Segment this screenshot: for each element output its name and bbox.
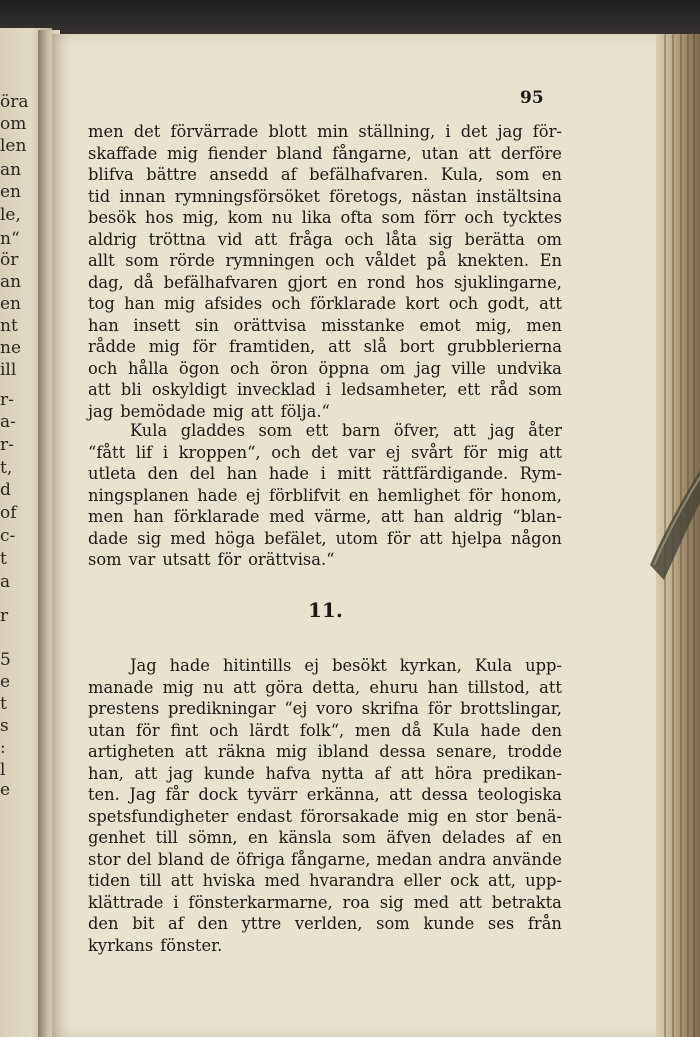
left-page-text-fragment: : bbox=[0, 738, 6, 758]
text-line: Jag hade hitintills ej besökt kyrkan, Kula upp- bbox=[130, 656, 562, 675]
text-line: manade mig nu att göra detta, ehuru han tillstod, att bbox=[88, 677, 562, 697]
text-line: klättrade i fönsterkarmarne, roa sig med att betrakta bbox=[88, 892, 562, 912]
left-page-text-fragment: s bbox=[0, 716, 9, 736]
left-page-text-fragment: r bbox=[0, 606, 9, 626]
left-page-text-fragment: a bbox=[0, 572, 11, 592]
left-page-text-fragment: e bbox=[0, 672, 11, 692]
text-line: stor del bland de öfriga fångarne, medan andra använde bbox=[88, 849, 562, 869]
text-line: utan för fint och lärdt folk“, men då Kula hade den bbox=[88, 720, 562, 740]
text-line: men det förvärrade blott min ställning, i det jag för- bbox=[88, 122, 562, 141]
text-line: tog han mig afsides och förklarade kort och godt, att bbox=[88, 294, 562, 313]
left-page-text-fragment: ne bbox=[0, 338, 22, 358]
bookmark-ribbon bbox=[640, 470, 700, 590]
text-line: dag, då befälhafvaren gjort en rond hos sjuklingarne, bbox=[88, 272, 562, 292]
text-line: rådde mig för framtiden, att slå bort grubblerierna bbox=[88, 337, 562, 356]
text-line: och hålla ögon och öron öppna om jag ville undvika bbox=[88, 358, 562, 378]
left-page-text-fragment: 5 bbox=[0, 650, 11, 670]
text-line: allt som rörde rymningen och våldet på knekten. En bbox=[88, 251, 562, 270]
text-line: men han förklarade med värme, att han aldrig “blan- bbox=[88, 507, 562, 526]
left-page-text-fragment: c- bbox=[0, 526, 16, 546]
text-line: aldrig tröttna vid att fråga och låta sig berätta om bbox=[88, 229, 562, 249]
left-page-text-fragment: r- bbox=[0, 435, 14, 455]
left-page-text-fragment: a- bbox=[0, 412, 16, 432]
text-line: som var utsatt för orättvisa.“ bbox=[88, 550, 335, 569]
left-page-text-fragment: len bbox=[0, 136, 27, 156]
text-line: den bit af den yttre verlden, som kunde ses från bbox=[88, 914, 562, 933]
left-page-text-fragment: öra bbox=[0, 92, 29, 112]
left-page-text-fragment: r- bbox=[0, 390, 14, 410]
left-page-text-fragment: om bbox=[0, 114, 27, 134]
text-line: att bli oskyldigt invecklad i ledsamheter, ett råd som bbox=[88, 380, 562, 399]
text-line: spetsfundigheter endast förorsakade mig en stor benä- bbox=[88, 806, 562, 826]
left-page-text-fragment: e bbox=[0, 780, 11, 800]
left-page-text-fragment: of bbox=[0, 503, 17, 523]
text-line: blifva bättre ansedd af befälhafvaren. Kula, som en bbox=[88, 165, 562, 184]
left-page-text-fragment: t bbox=[0, 549, 7, 569]
left-page-text-fragment: le, bbox=[0, 205, 21, 225]
left-page-text-fragment: nt bbox=[0, 316, 18, 336]
page-number: 95 bbox=[520, 88, 544, 108]
text-line: dade sig med höga befälet, utom för att hjelpa någon bbox=[88, 528, 562, 548]
text-line: han, att jag kunde hafva nytta af att höra predikan- bbox=[88, 763, 562, 783]
text-line: skaffade mig fiender bland fångarne, utan att derföre bbox=[88, 143, 562, 163]
text-line: Kula gladdes som ett barn öfver, att jag åter bbox=[130, 421, 562, 440]
text-line: tiden till att hviska med hvarandra eller ock att, upp- bbox=[88, 871, 562, 890]
text-line: han insett sin orättvisa misstanke emot mig, men bbox=[88, 315, 562, 335]
text-line: jag bemödade mig att följa.“ bbox=[88, 401, 330, 421]
text-line: tid innan rymningsförsöket företogs, nästan instältsina bbox=[88, 186, 562, 206]
left-page-text-fragment: en bbox=[0, 294, 22, 314]
text-line: “fått lif i kroppen“, och det var ej svårt för mig att bbox=[88, 442, 562, 462]
left-page-text-fragment: en bbox=[0, 182, 22, 202]
left-page-text-fragment: t, bbox=[0, 458, 13, 478]
left-page-text-fragment: ill bbox=[0, 360, 17, 380]
text-line: besök hos mig, kom nu lika ofta som förr och tycktes bbox=[88, 208, 562, 227]
text-line: kyrkans fönster. bbox=[88, 935, 223, 955]
left-page-text-fragment: l bbox=[0, 760, 6, 780]
left-page-text-fragment: an bbox=[0, 160, 22, 180]
left-page-text-fragment: ör bbox=[0, 250, 19, 270]
text-line: utleta den del han hade i mitt rättfärdigande. Rym- bbox=[88, 464, 562, 483]
text-line: ningsplanen hade ej förblifvit en hemlighet för honom, bbox=[88, 485, 562, 505]
left-page-text-fragment: an bbox=[0, 272, 22, 292]
left-page-text-fragment: n“ bbox=[0, 229, 20, 249]
text-line: prestens predikningar “ej voro skrifna för brottslingar, bbox=[88, 699, 562, 718]
text-line: ten. Jag får dock tyvärr erkänna, att dessa teologiska bbox=[88, 785, 562, 804]
left-page-text-fragment: t bbox=[0, 694, 7, 714]
text-line: artigheten att räkna mig ibland dessa senare, trodde bbox=[88, 742, 562, 761]
text-line: genhet till sömn, en känsla som äfven delades af en bbox=[88, 828, 562, 847]
left-page-text-fragment: d bbox=[0, 480, 11, 500]
section-number: 11. bbox=[308, 598, 343, 622]
